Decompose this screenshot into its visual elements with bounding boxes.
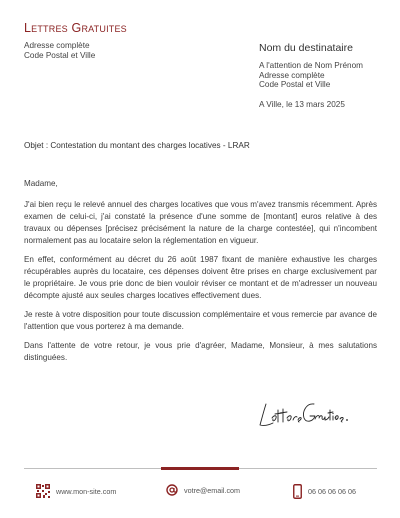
letter-subject: Objet : Contestation du montant des charges locatives - LRAR [24,141,250,150]
recipient-address: Adresse complète [259,70,325,80]
salutation: Madame, [24,179,58,188]
footer-email [166,484,240,496]
sender-block [24,22,127,61]
footer-website [36,484,116,498]
sender-address: Adresse complète [24,41,90,50]
brand-name: Lettres Gratuites [24,21,127,35]
footer [0,484,400,502]
recipient-postal: Code Postal et Ville [259,80,331,90]
footer-phone-text[interactable]: 06 06 06 06 06 [308,487,356,496]
recipient-attention: A l'attention de Nom Prénom [259,61,363,70]
footer-divider-accent [161,467,239,470]
signature-drawing [258,398,350,432]
letter-date: A Ville, le 13 mars 2025 [259,100,345,109]
letter-body [24,178,377,372]
mobile-phone-icon [293,484,302,499]
qr-code-icon [36,484,50,498]
paragraph-3: Je reste à votre disposition pour toute discussion complémentaire et vous remercie par avance de l'attention que vous porterez à ma demande. [24,310,377,332]
paragraph-2: En effet, conformément au décret du 26 août 1987 fixant de manière exhaustive les charges récupérables auprès du locataire, ces dépenses doivent être prises en charge exclusivement par le propriétaire. Je vous prie donc de bien vouloir réviser ce montant et de m'adresser un nouveau décompte ajusté aux seules charges locatives effectivement dues. [24,255,377,300]
recipient-name: Nom du destinataire [259,42,353,54]
recipient-block [259,42,363,90]
footer-website-text[interactable]: www.mon-site.com [56,486,117,496]
footer-email-text[interactable]: votre@email.com [184,485,241,495]
signature [258,398,350,437]
footer-phone [293,484,356,499]
paragraph-1: J'ai bien reçu le relevé annuel des charges locatives que vous m'avez transmis récemment. Après examen de celui-ci, j'ai constaté la présence d'une somme de [montant] euros relative à des travaux ou dépenses [précisez précisément la nature de la charge contestée], qui n'incombent normalement pas au locataire selon la réglementation en vigueur. [24,199,377,245]
paragraph-4: Dans l'attente de votre retour, je vous prie d'agréer, Madame, Monsieur, à mes salutations distinguées. [24,341,377,363]
at-sign-icon [166,484,178,496]
sender-postal: Code Postal et Ville [24,51,96,60]
